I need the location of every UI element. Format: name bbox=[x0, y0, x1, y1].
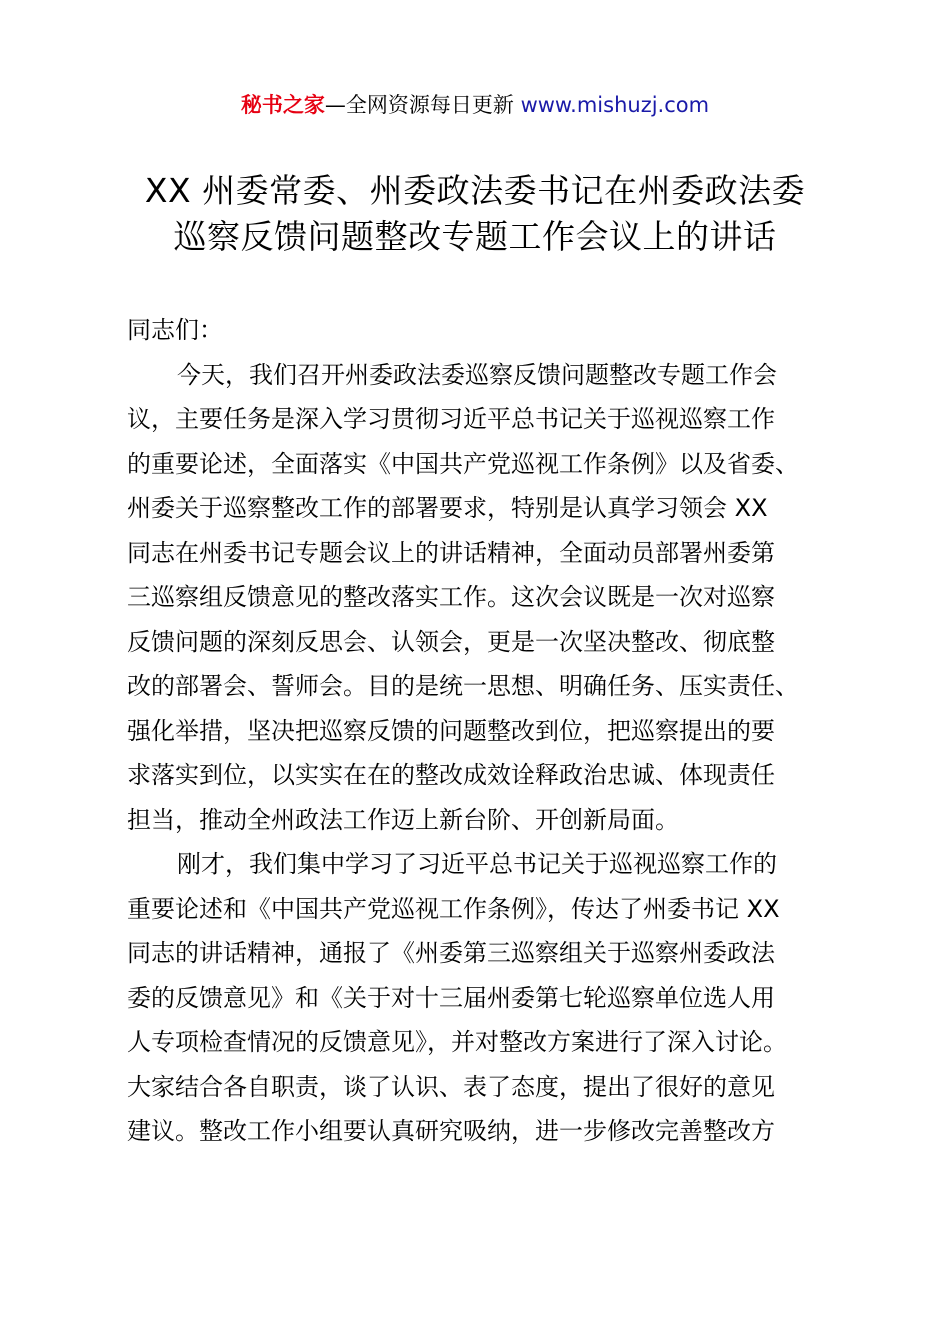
site-tagline: —全网资源每日更新 bbox=[324, 93, 514, 117]
paragraph-line: 改的部署会、誓师会。目的是统一思想、明确任务、压实责任、 bbox=[127, 672, 799, 700]
paragraph-1 bbox=[127, 353, 839, 843]
document-title bbox=[60, 168, 890, 260]
paragraph-line: 三巡察组反馈意见的整改落实工作。这次会议既是一次对巡察 bbox=[127, 583, 775, 611]
paragraph-line: 州委关于巡察整改工作的部署要求，特别是认真学习领会 XX bbox=[127, 494, 768, 522]
paragraph-line: 强化举措，坚决把巡察反馈的问题整改到位，把巡察提出的要 bbox=[127, 716, 775, 745]
site-brand: 秘书之家 bbox=[240, 93, 325, 117]
paragraph-line: 的重要论述，全面落实《中国共产党巡视工作条例》以及省委、 bbox=[127, 449, 799, 478]
title-line: XX 州委常委、州委政法委书记在州委政法委 bbox=[144, 171, 806, 210]
paragraph-line: 今天，我们召开州委政法委巡察反馈问题整改专题工作会 bbox=[177, 360, 777, 389]
paragraph-2 bbox=[127, 842, 839, 1154]
paragraph-line: 大家结合各自职责，谈了认识、表了态度，提出了很好的意见 bbox=[127, 1072, 775, 1101]
salutation: 同志们： bbox=[127, 316, 223, 344]
site-header bbox=[0, 88, 950, 122]
paragraph-line: 议，主要任务是深入学习贯彻习近平总书记关于巡视巡察工作 bbox=[127, 405, 775, 433]
paragraph-line: 求落实到位，以实实在在的整改成效诠释政治忠诚、体现责任 bbox=[127, 761, 775, 789]
paragraph-line: 建议。整改工作小组要认真研究吸纳，进一步修改完善整改方 bbox=[127, 1117, 775, 1145]
site-url-link[interactable]: www.mishuzj.com bbox=[520, 93, 710, 117]
paragraph-line: 担当，推动全州政法工作迈上新台阶、开创新局面。 bbox=[127, 805, 679, 834]
paragraph-line: 人专项检查情况的反馈意见》，并对整改方案进行了深入讨论。 bbox=[127, 1028, 787, 1056]
paragraph-line: 同志的讲话精神，通报了《州委第三巡察组关于巡察州委政法 bbox=[127, 939, 775, 967]
paragraph-line: 委的反馈意见》和《关于对十三届州委第七轮巡察单位选人用 bbox=[127, 983, 775, 1012]
paragraph-line: 重要论述和《中国共产党巡视工作条例》，传达了州委书记 XX bbox=[127, 894, 780, 923]
document-body bbox=[127, 308, 839, 1154]
paragraph-line: 反馈问题的深刻反思会、认领会，更是一次坚决整改、彻底整 bbox=[127, 627, 775, 656]
paragraph-line: 同志在州委书记专题会议上的讲话精神，全面动员部署州委第 bbox=[127, 538, 775, 567]
title-line: 巡察反馈问题整改专题工作会议上的讲话 bbox=[173, 217, 777, 256]
paragraph-line: 刚才，我们集中学习了习近平总书记关于巡视巡察工作的 bbox=[177, 850, 777, 878]
